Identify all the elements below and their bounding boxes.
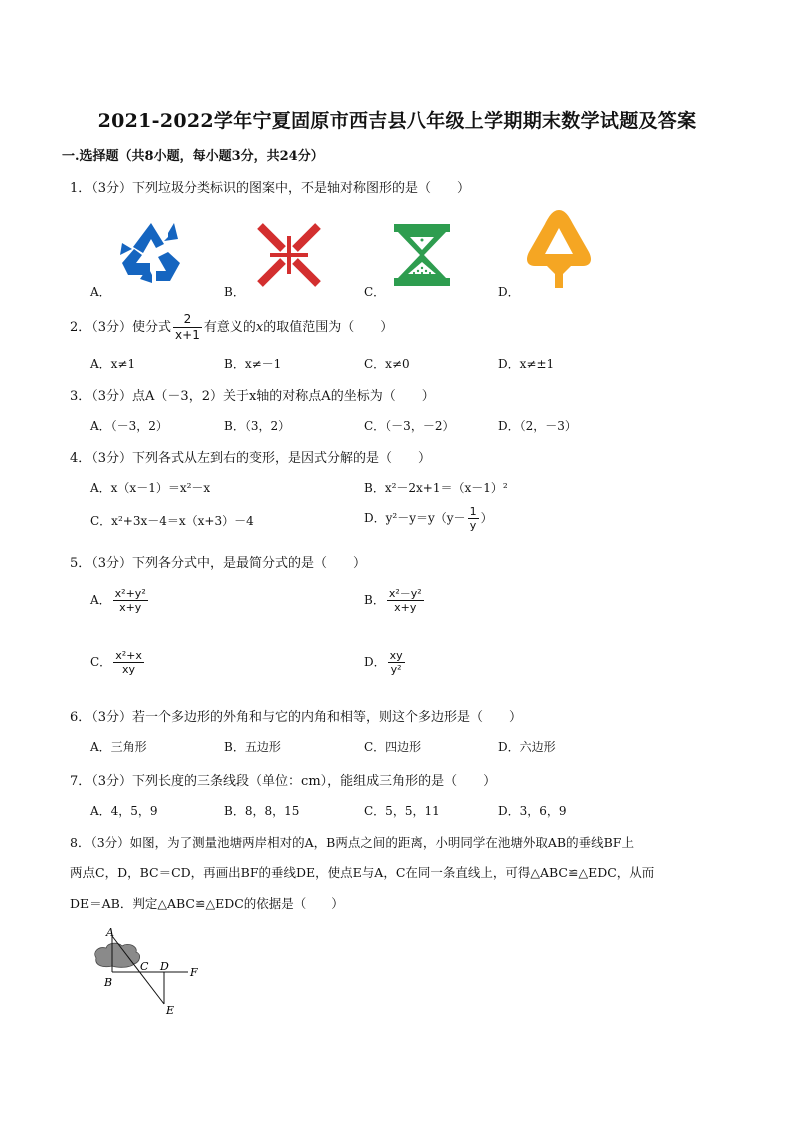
q6-option-b: B．五边形 [224, 740, 281, 754]
q3-option-a: A．（－3，2） [90, 419, 168, 433]
q2-stem-part3: 的取值范围为（ ） [263, 320, 394, 335]
q3-option-d: D．（2，－3） [498, 419, 577, 433]
q2-fraction [173, 312, 202, 343]
label-b: B [104, 976, 113, 989]
q5-option-a-num: x²+y² [114, 587, 146, 600]
q6-stem: 6．（3分）若一个多边形的外角和与它的内角和相等，则这个多边形是（ ） [70, 710, 523, 725]
segment-ae [112, 936, 164, 1004]
q1-stem: 1．（3分）下列垃圾分类标识的图案中，不是轴对称图形的是（ ） [70, 181, 471, 196]
q5-option-d-fraction [388, 649, 405, 676]
section-heading: 一.选择题（共8小题，每小题3分，共24分） [62, 149, 324, 164]
q5-option-d-label: D． [364, 655, 386, 669]
q4-option-d-fraction [468, 505, 479, 532]
q5-option-c-fraction [113, 649, 144, 676]
q8-line3: DE＝AB．判定△ABC≌△EDC的依据是（ ） [70, 896, 344, 911]
q7-option-b: B．8，8，15 [224, 804, 300, 818]
label-c: C [140, 960, 149, 973]
label-d: D [160, 960, 169, 973]
q6-option-d: D．六边形 [498, 740, 556, 754]
q2-option-c: C．x≠0 [364, 357, 410, 371]
recycle-icon [118, 219, 184, 285]
q2-stem [70, 312, 393, 343]
q7-option-d: D．3，6，9 [498, 804, 567, 818]
q5-option-b-label: B． [364, 593, 385, 607]
q5-option-c-label: C． [90, 655, 112, 669]
q1-option-c: C． [364, 285, 386, 299]
q8-line2: 两点C，D，BC＝CD，再画出BF的垂线DE，使点E与A，C在同一条直线上，可得△ABC≌△EDC，从而 [70, 865, 655, 880]
q6-option-c: C．四边形 [364, 740, 422, 754]
q1-option-b: B． [224, 285, 245, 299]
q5-option-a [90, 587, 150, 614]
q6-option-a: A．三角形 [90, 740, 147, 754]
page-title: 2021-2022学年宁夏固原市西吉县八年级上学期期末数学试题及答案 [97, 110, 697, 132]
q4-option-d-num: 1 [469, 505, 477, 518]
q5-stem: 5．（3分）下列各分式中，是最简分式的是（ ） [70, 556, 367, 571]
q5-option-b-num: x²－y² [388, 587, 422, 600]
q5-option-d-den: y² [390, 663, 402, 676]
q2-stem-var: x [255, 320, 264, 335]
q4-option-d [364, 505, 493, 532]
pond-geometry-figure [88, 922, 208, 1018]
q4-option-c: C．x²+3x－4＝x（x+3）－4 [90, 514, 254, 528]
q8-line1: 8．（3分）如图，为了测量池塘两岸相对的A，B两点之间的距离，小明同学在池塘外取AB的垂线BF上 [70, 835, 634, 850]
q2-stem-part1: 2．（3分）使分式 [70, 320, 172, 335]
q1-option-d: D． [498, 285, 520, 299]
q1-option-a: A． [90, 285, 111, 299]
q5-option-c-num: x²+x [115, 649, 142, 662]
q5-option-a-fraction [113, 587, 148, 614]
q4-option-d-part1: D．y²－y＝y（y－ [364, 511, 466, 525]
q2-stem-part2: 有意义的 [203, 320, 256, 335]
q5-option-b-fraction [387, 587, 424, 614]
q2-option-d: D．x≠±1 [498, 357, 555, 371]
hourglass-icon [392, 222, 452, 288]
q5-option-d-num: xy [389, 649, 403, 662]
q5-option-c [90, 649, 146, 676]
q5-option-a-label: A． [90, 593, 111, 607]
q3-option-c: C．（－3，－2） [364, 419, 455, 433]
label-a: A [106, 926, 114, 939]
q5-option-a-den: x+y [119, 601, 142, 614]
q3-stem: 3．（3分）点A（－3，2）关于x轴的对称点A的坐标为（ ） [70, 389, 435, 404]
q5-option-b [364, 587, 426, 614]
q5-option-c-den: xy [122, 663, 136, 676]
q4-stem: 4．（3分）下列各式从左到右的变形，是因式分解的是（ ） [70, 451, 432, 466]
q5-option-d [364, 649, 407, 676]
q3-option-b: B．（3，2） [224, 419, 291, 433]
q7-stem: 7．（3分）下列长度的三条线段（单位：cm），能组成三角形的是（ ） [70, 774, 497, 789]
label-f: F [190, 966, 198, 979]
q2-frac-num: 2 [173, 312, 202, 328]
q4-option-d-den: y [469, 519, 477, 532]
q7-option-a: A．4，5，9 [90, 804, 158, 818]
red-cross-icon [256, 222, 322, 288]
q2-option-b: B．x≠－1 [224, 357, 282, 371]
q2-option-a: A．x≠1 [90, 357, 136, 371]
q2-frac-den: x+1 [175, 328, 200, 342]
label-e: E [166, 1004, 175, 1017]
q4-option-b: B．x²－2x+1＝（x－1）² [364, 481, 508, 495]
q4-option-a: A．x（x－1）＝x²－x [90, 481, 211, 495]
q4-option-d-part2: ） [480, 511, 493, 525]
q7-option-c: C．5，5，11 [364, 804, 440, 818]
orange-arrow-icon [525, 208, 593, 290]
q5-option-b-den: x+y [394, 601, 417, 614]
